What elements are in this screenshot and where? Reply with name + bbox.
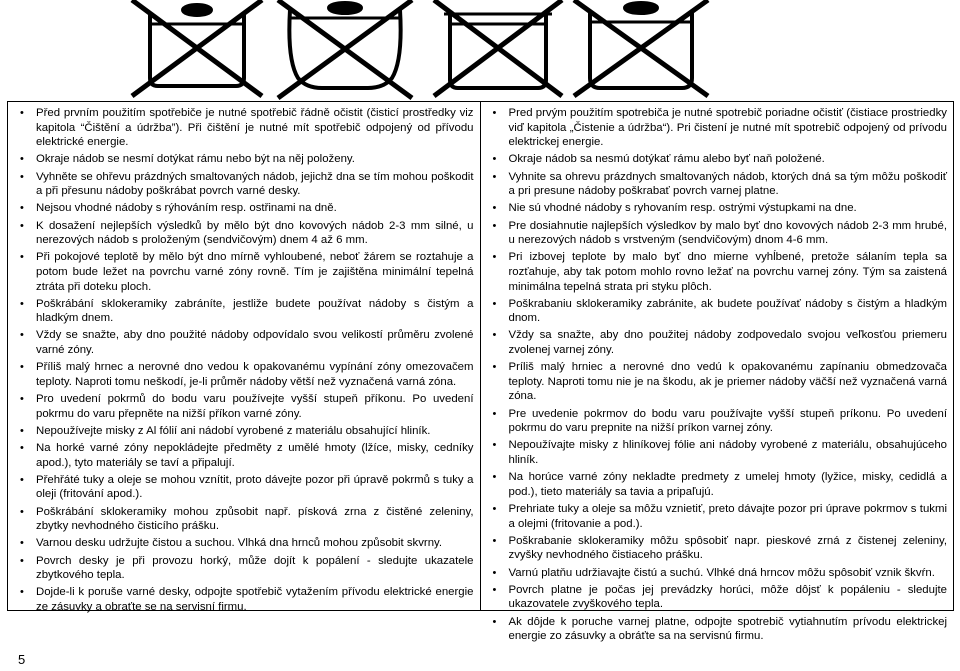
- list-item: • Varnou desku udržujte čistou a suchou. Vlhká dna hrnců mohou způsobit skvrny.: [16, 536, 474, 551]
- list-item: • Okraje nádob sa nesmú dotýkať rámu alebo byť naň položené.: [489, 152, 948, 167]
- crossed-out-pots-strip: [0, 0, 960, 100]
- czech-bullet-list: [16, 106, 474, 615]
- list-item: • Varnú platňu udržiavajte čistú a suchú. Vlhké dná hrncov môžu spôsobiť vznik škvŕn.: [489, 566, 948, 581]
- list-item: • Nejsou vhodné nádoby s rýhováním resp. ostřinami na dně.: [16, 201, 474, 216]
- slovak-bullet-list: [489, 106, 948, 644]
- list-item: • Pri izbovej teplote by malo byť dno mierne vyhĺbené, pretože sálaním tepla sa rozťahuje, aby tak potom mohlo rovno ležať na povrchu varnej zóny. Tým sa zaistená minimálna tepelná strata pri styku plôch.: [489, 250, 948, 294]
- list-item: • Při pokojové teplotě by mělo být dno mírně vyhloubené, neboť žárem se roztahuje a potom bude ležet na povrchu varné zóny rovně. Tím je zajištěna minimální tepelná ztráta při doteku ploch.: [16, 250, 474, 294]
- list-item: • Vyhnite sa ohrevu prázdnych smaltovaných nádob, ktorých dná sa tým môžu poškodiť a pri presune nádoby poškrabať povrch varnej platne.: [489, 170, 948, 199]
- list-item: • Príliš malý hrniec a nerovné dno vedú k opakovanému zapínaniu obmedzovača teploty. Naproti tomu nie je na škodu, ak je priemer nádoby väčší než vyznačená varná zóna.: [489, 360, 948, 404]
- list-item: • Poškrabanie sklokeramiky môžu spôsobiť napr. pieskové zrná z čistenej zeleniny, zvyšky nevhodného čistiaceho prášku.: [489, 534, 948, 563]
- list-item: • K dosažení nejlepších výsledků by mělo být dno kovových nádob 2-3 mm silné, u nerezových nádob s proloženým (sendvičovým) dnem 4 až 6 mm.: [16, 219, 474, 248]
- instructions-table: [7, 101, 954, 643]
- list-item: • Okraje nádob se nesmí dotýkat rámu nebo být na něj položeny.: [16, 152, 474, 167]
- list-item: • Před prvním použitím spotřebiče je nutné spotřebič řádně očistit (čisticí prostředky viz kapitola “Čištění a údržba”). Při čištění je nutné mít spotřebič odpojený od přívodu elektrické energie.: [16, 106, 474, 150]
- list-item: • Nepoužívajte misky z hliníkovej fólie ani nádoby vyrobené z materiálu, obsahujúceho hliník.: [489, 438, 948, 467]
- slovak-column: [481, 102, 954, 643]
- list-item: • Prehriate tuky a oleje sa môžu vznietiť, preto dávajte pozor pri úprave pokrmov s tukmi a olejmi (fritovanie a pod.).: [489, 502, 948, 531]
- czech-column: [8, 102, 481, 613]
- list-item: • Přehřáté tuky a oleje se mohou vznítit, proto dávejte pozor při úpravě pokrmů s tuky a oleji (fritování apod.).: [16, 473, 474, 502]
- list-item: • Poškrábání sklokeramiky zabráníte, jestliže budete používat nádoby s čistým a hladkým dnem.: [16, 297, 474, 326]
- list-item: • Pre uvedenie pokrmov do bodu varu používajte vyšší stupeň príkonu. Po uvedení pokrmu do varu prepnite na nižší príkon varnej zóny.: [489, 407, 948, 436]
- list-item: • Pro uvedení pokrmů do bodu varu používejte vyšší stupeň příkonu. Po uvedení pokrmu do varu přepněte na nižší příkon varné zóny.: [16, 392, 474, 421]
- list-item: • Poškrábání sklokeramiky mohou způsobit např. písková zrna z čistěné zeleniny, zbytky nevhodného čisticího prášku.: [16, 505, 474, 534]
- list-item: • Poškrabaniu sklokeramiky zabránite, ak budete používať nádoby s čistým a hladkým dnom.: [489, 297, 948, 326]
- crossed-out-pot-icon: [278, 0, 412, 98]
- list-item: • Na horké varné zóny nepokládejte předměty z umělé hmoty (lžíce, misky, cedníky apod.), tyto materiály se taví a připalují.: [16, 441, 474, 470]
- list-item: • Vždy sa snažte, aby dno použitej nádoby zodpovedalo svojou veľkosťou priemeru zvolenej varnej zóny.: [489, 328, 948, 357]
- list-item: • Nie sú vhodné nádoby s ryhovaním resp. ostrými výstupkami na dne.: [489, 201, 948, 216]
- list-item: • Příliš malý hrnec a nerovné dno vedou k opakovanému vypínání zóny omezovačem teploty. Naproti tomu neškodí, je-li průměr nádoby větší než vyznačená varná zóna.: [16, 360, 474, 389]
- list-item: • Pre dosiahnutie najlepších výsledkov by malo byť dno kovových nádob 2-3 mm hrubé, u nerezových nádob s vrstveným (sendvičovým) dnom 4-6 mm.: [489, 219, 948, 248]
- list-item: • Vždy se snažte, aby dno použité nádoby odpovídalo svou velikostí průměru zvolené varné zóny.: [16, 328, 474, 357]
- list-item: • Povrch desky je při provozu horký, může dojít k popálení - sledujte ukazatele zbytkového tepla.: [16, 554, 474, 583]
- list-item: • Pred prvým použitím spotrebiča je nutné spotrebič poriadne očistiť (čistiace prostriedky viď kapitola „Čistenie a údržba“). Pri čistení je nutné mít spotrebič odpojený od prívodu elektrickej energie.: [489, 106, 948, 150]
- list-item: • Nepoužívejte misky z Al fólií ani nádobí vyrobené z materiálu obsahující hliník.: [16, 424, 474, 439]
- crossed-out-pot-icon: [434, 0, 562, 96]
- crossed-out-pot-icon: [132, 0, 262, 96]
- list-item: • Vyhněte se ohřevu prázdných smaltovaných nádob, jejichž dna se tím mohou poškodit a při přesunu nádoby poškrábat povrch varné desky.: [16, 170, 474, 199]
- list-item: • Povrch platne je počas jej prevádzky horúci, môže dôjsť k popáleniu - sledujte ukazovatele zvyškového tepla.: [489, 583, 948, 612]
- page-number: 5: [18, 652, 26, 667]
- list-item: • Ak dôjde k poruche varnej platne, odpojte spotrebič vytiahnutím prívodu elektrickej energie zo zásuvky a obráťte sa na servisnú firmu.: [489, 615, 948, 644]
- list-item: • Dojde-li k poruše varné desky, odpojte spotřebič vytažením přívodu elektrické energie ze zásuvky a obraťte se na servisní firmu.: [16, 585, 474, 614]
- crossed-out-pot-icon: [574, 0, 708, 96]
- list-item: • Na horúce varné zóny nekladte predmety z umelej hmoty (lyžice, misky, cedidlá a pod.), tieto materiály sa tavia a pripaľujú.: [489, 470, 948, 499]
